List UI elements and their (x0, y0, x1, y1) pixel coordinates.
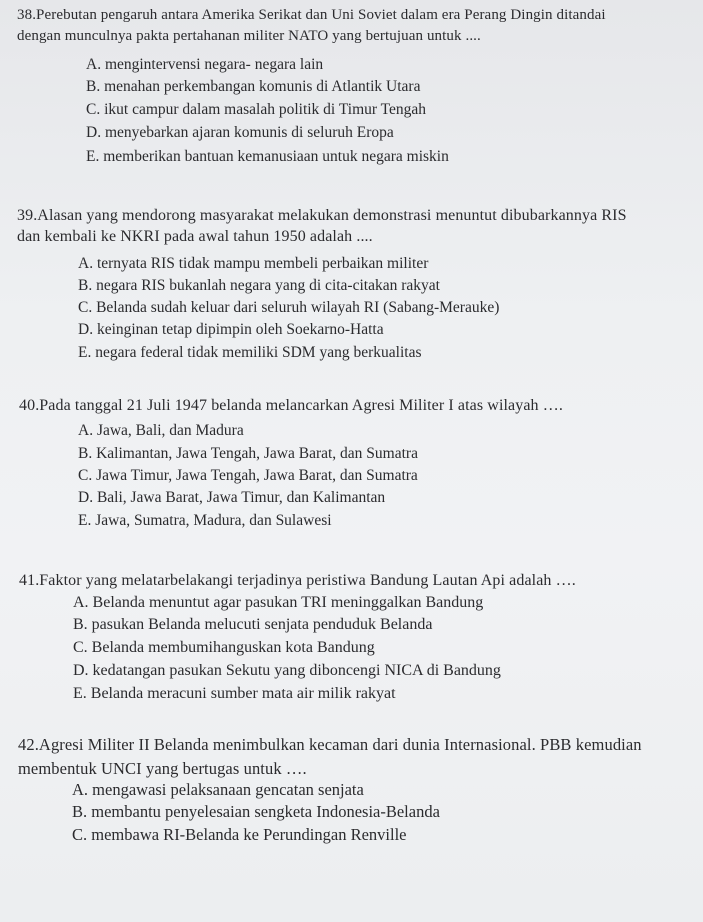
question-40-stem-line-1: 40.Pada tanggal 21 Juli 1947 belanda melancarkan Agresi Militer I atas wilayah …. (19, 397, 563, 414)
question-39-stem (17, 205, 627, 247)
question-40-option-c: C. Jawa Timur, Jawa Tengah, Jawa Barat, dan Sumatra (78, 467, 418, 484)
question-38-stem-line-1: 38.Perebutan pengaruh antara Amerika Serikat dan Uni Soviet dalam era Perang Dingin ditandai (17, 7, 606, 23)
question-42-stem-line-1: 42.Agresi Militer II Belanda menimbulkan kecaman dari dunia Internasional. PBB kemudian (18, 735, 642, 754)
question-39-option-e: E. negara federal tidak memiliki SDM yang berkualitas (78, 344, 422, 361)
question-40-option-d: D. Bali, Jawa Barat, Jawa Timur, dan Kalimantan (78, 489, 386, 506)
question-42-option-a: A. mengawasi pelaksanaan gencatan senjata (72, 780, 364, 799)
question-39-option-c: C. Belanda sudah keluar dari seluruh wilayah RI (Sabang-Merauke) (78, 299, 500, 316)
question-40-option-e: E. Jawa, Sumatra, Madura, dan Sulawesi (78, 512, 332, 529)
question-40-option-a: A. Jawa, Bali, dan Madura (78, 422, 244, 439)
question-39-option-d: D. keinginan tetap dipimpin oleh Soekarno-Hatta (78, 321, 384, 338)
question-42-option-b: B. membantu penyelesaian sengketa Indonesia-Belanda (72, 802, 440, 821)
question-39-stem-line-1: 39.Alasan yang mendorong masyarakat melakukan demonstrasi menuntut dibubarkannya RIS (17, 207, 627, 224)
question-38-stem (17, 5, 606, 47)
question-38-option-a: A. mengintervensi negara- negara lain (86, 56, 324, 73)
question-40-option-b: B. Kalimantan, Jawa Tengah, Jawa Barat, dan Sumatra (78, 445, 418, 462)
question-42-option-c: C. membawa RI-Belanda ke Perundingan Renville (72, 825, 407, 844)
question-41-option-b: B. pasukan Belanda melucuti senjata penduduk Belanda (73, 616, 433, 633)
question-39-stem-line-2: dan kembali ke NKRI pada awal tahun 1950 adalah .... (17, 228, 373, 245)
question-38-option-b: B. menahan perkembangan komunis di Atlantik Utara (86, 78, 421, 95)
question-39-option-b: B. negara RIS bukanlah negara yang di cita-citakan rakyat (78, 277, 440, 294)
question-41-stem (19, 570, 576, 591)
question-41-option-c: C. Belanda membumihanguskan kota Bandung (73, 639, 375, 656)
question-42-stem-line-2: membentuk UNCI yang bertugas untuk …. (18, 759, 307, 778)
question-42-stem (18, 733, 642, 781)
question-41-option-e: E. Belanda meracuni sumber mata air milik rakyat (73, 685, 396, 702)
question-40-stem (19, 395, 563, 416)
question-41-option-d: D. kedatangan pasukan Sekutu yang diboncengi NICA di Bandung (73, 662, 501, 679)
question-41-stem-line-1: 41.Faktor yang melatarbelakangi terjadinya peristiwa Bandung Lautan Api adalah …. (19, 572, 576, 589)
question-38-option-c: C. ikut campur dalam masalah politik di Timur Tengah (86, 101, 427, 118)
question-39-option-a: A. ternyata RIS tidak mampu membeli perbaikan militer (78, 255, 429, 272)
question-38-option-e: E. memberikan bantuan kemanusiaan untuk negara miskin (86, 148, 449, 165)
question-41-option-a: A. Belanda menuntut agar pasukan TRI meninggalkan Bandung (73, 594, 484, 611)
question-38-stem-line-2: dengan munculnya pakta pertahanan militer NATO yang bertujuan untuk .... (17, 28, 481, 44)
question-38-option-d: D. menyebarkan ajaran komunis di seluruh Eropa (86, 124, 394, 141)
